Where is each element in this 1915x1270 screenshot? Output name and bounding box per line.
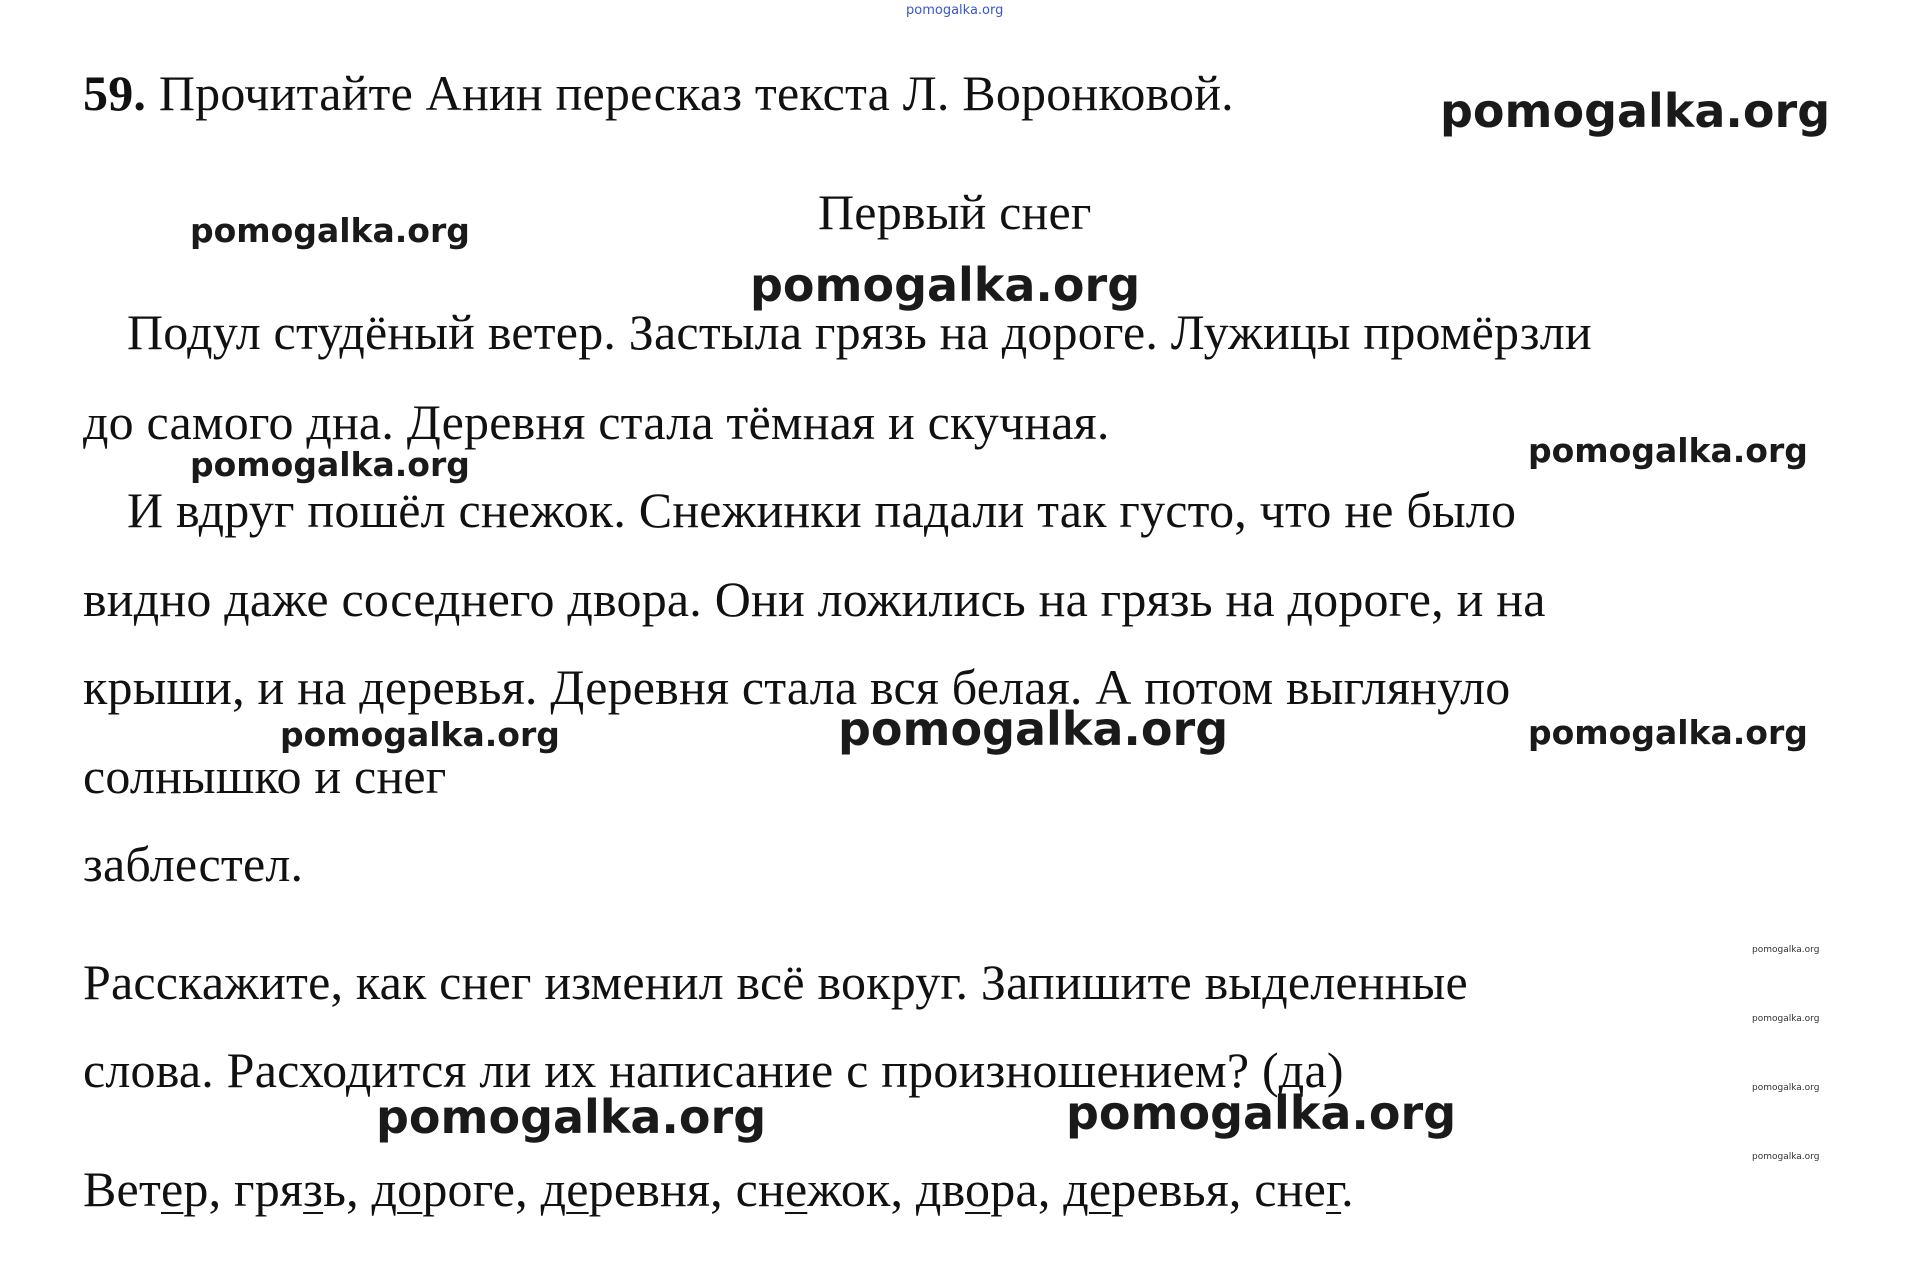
underlined-letter: о (397, 1161, 423, 1217)
story-line-2: до самого дна. Деревня стала тёмная и скучная. (83, 394, 1110, 450)
underlined-letter: е (1088, 1161, 1112, 1217)
task-heading (83, 65, 1234, 121)
watermark: pomogalka.org (906, 3, 1004, 18)
story-line-5: крыши, и на деревья. Деревня стала вся белая. А потом выглянуло (83, 659, 1511, 715)
story-line-6: солнышко и снег (83, 748, 447, 804)
answer-text: жок, дв (807, 1161, 966, 1217)
watermark: pomogalka.org (190, 445, 470, 484)
watermark: pomogalka.org (750, 258, 1141, 312)
watermark: pomogalka.org (1752, 1152, 1820, 1162)
story-title: Первый снег (818, 184, 1092, 240)
question-line-2: слова. Расходится ли их написание с произношением? (да) (83, 1042, 1344, 1098)
answer-text: роге, д (422, 1161, 567, 1217)
answer-text: . (1341, 1161, 1354, 1217)
watermark: pomogalka.org (376, 1090, 767, 1144)
underlined-letter: е (784, 1161, 808, 1217)
story-line-7: заблестел. (83, 836, 304, 892)
story-line-4: видно даже соседнего двора. Они ложились на грязь на дороге, и на (83, 571, 1546, 627)
watermark: pomogalka.org (280, 715, 560, 754)
watermark: pomogalka.org (1752, 1083, 1820, 1093)
answer-text: ра, д (990, 1161, 1089, 1217)
story-line-3: И вдруг пошёл снежок. Снежинки падали так густо, что не было (127, 482, 1517, 538)
task-number: 59. (83, 65, 147, 121)
watermark: pomogalka.org (1528, 713, 1808, 752)
answer-text: Вет (83, 1161, 161, 1217)
underlined-letter: з (303, 1161, 324, 1217)
watermark: pomogalka.org (838, 702, 1229, 756)
watermark: pomogalka.org (1440, 84, 1831, 138)
answer-text: ревья, сне (1111, 1161, 1327, 1217)
watermark: pomogalka.org (1752, 1014, 1820, 1024)
watermark: pomogalka.org (1528, 431, 1808, 470)
underlined-letter: о (965, 1161, 991, 1217)
underlined-letter: е (161, 1161, 184, 1217)
answer-text: р, гря (183, 1161, 304, 1217)
underlined-letter: е (566, 1161, 589, 1217)
question-line-1: Расскажите, как снег изменил всё вокруг. Запишите выделенные (83, 954, 1468, 1010)
watermark: pomogalka.org (1066, 1086, 1457, 1140)
answer-line (83, 1161, 1354, 1217)
task-intro: Прочитайте Анин пересказ текста Л. Воронковой. (158, 65, 1234, 121)
answer-text: ревня, сн (588, 1161, 785, 1217)
watermark: pomogalka.org (190, 211, 470, 250)
watermark: pomogalka.org (1752, 945, 1820, 955)
story-line-1: Подул студёный ветер. Застыла грязь на дороге. Лужицы промёрзли (127, 304, 1592, 360)
answer-text: ь, д (323, 1161, 398, 1217)
underlined-letter: г (1326, 1161, 1342, 1217)
